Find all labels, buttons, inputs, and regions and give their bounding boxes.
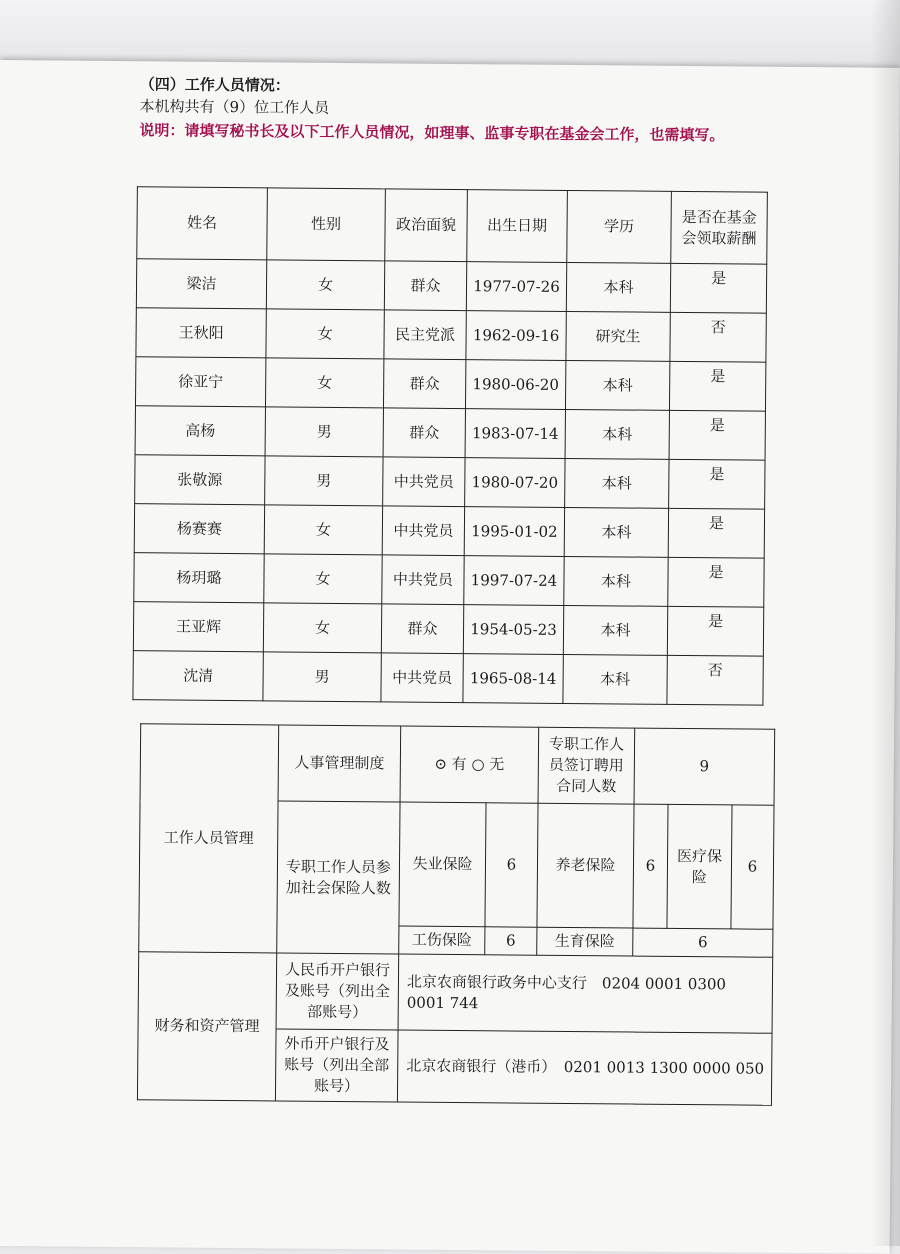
cell-name: 王亚辉 (133, 602, 263, 652)
table-row (136, 259, 766, 313)
pension-count: 6 (633, 804, 668, 928)
table-row (135, 357, 765, 411)
cell-salary: 否 (670, 312, 766, 362)
cell-education: 本科 (564, 556, 668, 606)
header-political-status: 政治面貌 (385, 189, 468, 262)
cell-education: 本科 (566, 262, 670, 312)
cell-birth: 1980-07-20 (465, 458, 565, 508)
cell-salary: 是 (670, 263, 766, 313)
cell-name: 张敬源 (135, 455, 265, 505)
cell-political: 中共党员 (383, 457, 465, 507)
cell-gender: 女 (264, 554, 382, 604)
finance-label: 财务和资产管理 (137, 952, 276, 1101)
cell-salary: 是 (668, 508, 764, 558)
cell-salary: 是 (669, 361, 765, 411)
contract-count: 9 (634, 728, 775, 805)
cell-name: 王秋阳 (136, 308, 266, 358)
cell-education: 本科 (565, 458, 669, 508)
rmb-bank-value: 北京农商银行政务中心支行 0204 0001 0300 0001 744 (398, 954, 773, 1033)
cell-salary: 否 (667, 655, 763, 705)
instruction-note: 说明：请填写秘书长及以下工作人员情况，如理事、监事专职在基金会工作，也需填写。 (139, 121, 725, 145)
fx-bank-label: 外币开户银行及账号（列出全部账号） (275, 1029, 398, 1102)
maternity-label: 生育保险 (537, 927, 633, 956)
section-heading: （四）工作人员情况： (139, 75, 290, 95)
table-row (133, 651, 763, 705)
cell-education: 研究生 (566, 311, 670, 361)
cell-birth: 1995-01-02 (464, 507, 564, 557)
cell-name: 杨玥璐 (134, 553, 264, 603)
cell-political: 中共党员 (382, 555, 464, 605)
cell-education: 本科 (565, 360, 669, 410)
cell-political: 群众 (383, 408, 465, 458)
cell-political: 中共党员 (382, 506, 464, 556)
cell-education: 本科 (563, 654, 667, 704)
cell-salary: 是 (667, 606, 763, 656)
cell-name: 沈清 (133, 651, 263, 701)
cell-gender: 女 (265, 358, 383, 408)
cell-political: 民主党派 (384, 310, 466, 360)
cell-political: 群众 (384, 261, 466, 311)
cell-education: 本科 (564, 507, 668, 557)
maternity-count: 6 (633, 928, 773, 957)
cell-birth: 1997-07-24 (464, 556, 564, 606)
cell-gender: 男 (263, 652, 381, 702)
cell-political: 中共党员 (381, 653, 463, 703)
management-table (137, 723, 775, 1106)
fx-bank-value: 北京农商银行（港币） 0201 0013 1300 0000 050 (397, 1030, 772, 1105)
header-salary: 是否在基金会领取薪酬 (671, 191, 768, 264)
header-gender: 性别 (267, 188, 386, 261)
cell-name: 梁洁 (136, 259, 266, 309)
staff-count-line: 本机构共有（9）位工作人员 (139, 97, 330, 117)
cell-salary: 是 (668, 557, 764, 607)
cell-gender: 女 (266, 309, 384, 359)
table-row (136, 308, 766, 362)
cell-salary: 是 (669, 459, 765, 509)
table-row (135, 455, 765, 509)
page-top-edge (0, 0, 900, 62)
staff-table-header (137, 187, 768, 264)
rmb-bank-label: 人民币开户银行及账号（列出全部账号） (276, 953, 399, 1030)
table-row (134, 504, 764, 558)
hr-system-label: 人事管理制度 (278, 725, 401, 802)
cell-gender: 女 (263, 603, 381, 653)
injury-count: 6 (485, 927, 537, 955)
pension-label: 养老保险 (537, 803, 634, 928)
cell-gender: 男 (265, 407, 383, 457)
cell-political: 群众 (381, 604, 463, 654)
header-education: 学历 (567, 190, 672, 263)
cell-name: 杨赛赛 (134, 504, 264, 554)
header-birth-date: 出生日期 (467, 190, 568, 263)
staff-management-label: 工作人员管理 (139, 724, 279, 953)
table-row (135, 406, 765, 460)
staff-table (132, 186, 767, 705)
table-row (133, 602, 763, 656)
injury-label: 工伤保险 (399, 926, 485, 955)
unemployment-label: 失业保险 (399, 802, 486, 927)
cell-birth: 1983-07-14 (465, 409, 565, 459)
cell-name: 高杨 (135, 406, 265, 456)
hr-system-value: ⊙ 有 ○ 无 (400, 726, 539, 803)
cell-education: 本科 (563, 605, 667, 655)
cell-birth: 1965-08-14 (463, 654, 563, 704)
medical-label: 医疗保险 (667, 804, 732, 929)
table-row (134, 553, 764, 607)
document-page (0, 60, 900, 1254)
cell-birth: 1962-09-16 (466, 311, 566, 361)
contract-label: 专职工作人员签订聘用合同人数 (538, 727, 635, 804)
cell-education: 本科 (565, 409, 669, 459)
cell-political: 群众 (383, 359, 465, 409)
cell-birth: 1977-07-26 (466, 262, 566, 312)
cell-birth: 1980-06-20 (465, 360, 565, 410)
cell-gender: 男 (265, 456, 383, 506)
cell-birth: 1954-05-23 (463, 605, 563, 655)
cell-gender: 女 (266, 260, 384, 310)
insurance-label: 专职工作人员参加社会保险人数 (277, 801, 400, 954)
unemployment-count: 6 (485, 803, 538, 927)
medical-count: 6 (731, 805, 774, 929)
cell-salary: 是 (669, 410, 765, 460)
cell-name: 徐亚宁 (135, 357, 265, 407)
cell-gender: 女 (264, 505, 382, 555)
header-name: 姓名 (137, 187, 268, 260)
